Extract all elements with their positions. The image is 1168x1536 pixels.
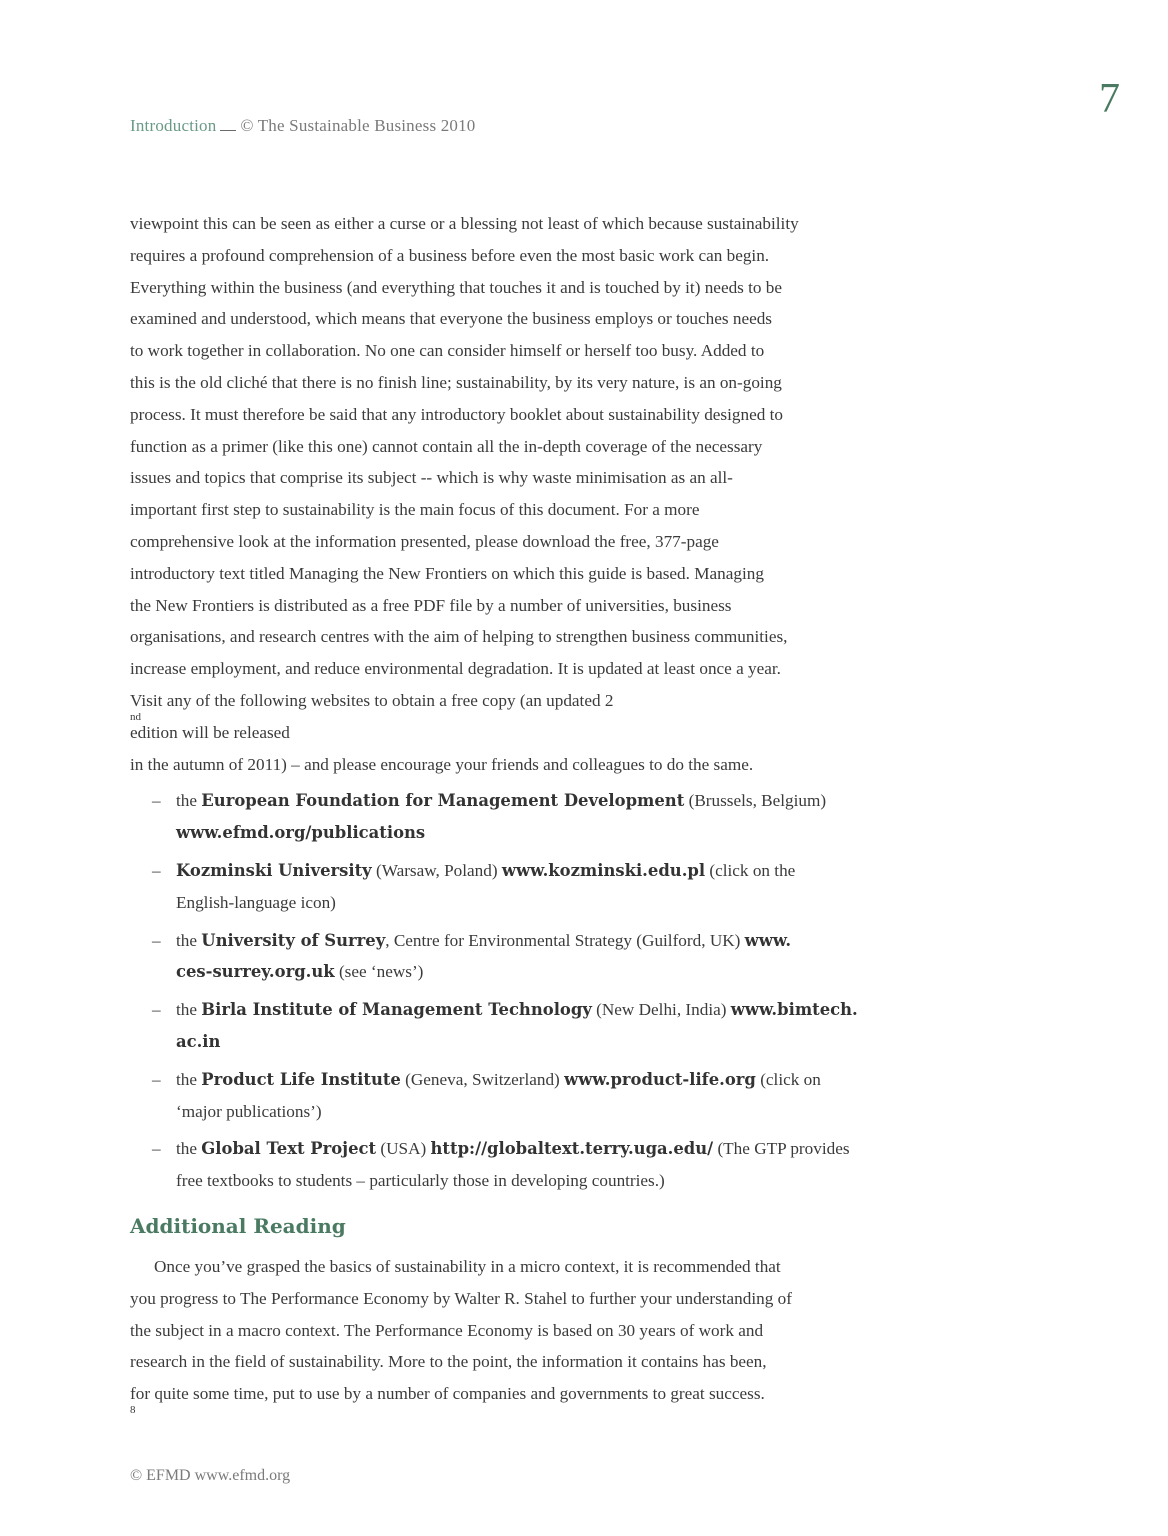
text-line: for quite some time, put to use by a number of companies and governments to great success. 8: [130, 1378, 882, 1410]
text-line: increase employment, and reduce environmental degradation. It is updated at least once a year.: [130, 659, 781, 679]
text-line: comprehensive look at the information presented, please download the free, 377-page: [130, 531, 719, 551]
text-line: Visit any of the following websites to obtain a free copy (an updated 2 nd edition will be released: [130, 685, 882, 749]
text-fragment: (see ‘news’): [334, 962, 424, 982]
org-name: Product Life Institute: [201, 1069, 401, 1089]
section-title: Introduction: [130, 116, 217, 135]
text-line: function as a primer (like this one) cannot contain all the in-depth coverage of the necessary: [130, 436, 763, 456]
list-item: [130, 1133, 882, 1197]
text-fragment: the: [176, 930, 202, 950]
text-line: [176, 1133, 882, 1165]
list-item: [130, 855, 882, 919]
header-copyright: © The Sustainable Business 2010: [240, 116, 476, 135]
org-name: Global Text Project: [201, 1139, 377, 1159]
text-fragment: for quite some time, put to use by a number of companies and governments to great success.: [130, 1384, 765, 1404]
text-line: the subject in a macro context. The Performance Economy is based on 30 years of work and: [130, 1320, 764, 1340]
running-header: [130, 116, 476, 136]
text-line: requires a profound comprehension of a business before even the most basic work can begin.: [130, 245, 770, 265]
website-link[interactable]: www.product-life.org: [564, 1069, 756, 1089]
list-item: [130, 1064, 882, 1128]
list-dash: –: [152, 1139, 161, 1159]
text-line: Once you’ve grasped the basics of sustainability in a micro context, it is recommended that: [154, 1256, 781, 1276]
website-link[interactable]: http://globaltext.terry.uga.edu/: [430, 1139, 714, 1159]
text-line: [176, 785, 882, 817]
text-line: research in the field of sustainability. More to the point, the information it contains has been,: [130, 1352, 767, 1372]
text-line: examined and understood, which means that everyone the business employs or touches needs: [130, 309, 772, 329]
text-line: introductory text titled Managing the New Frontiers on which this guide is based. Managing: [130, 563, 764, 583]
text-line: [176, 855, 882, 887]
text-line: [176, 994, 882, 1026]
text-line: important first step to sustainability is the main focus of this document. For a more: [130, 500, 700, 520]
org-location: (Geneva, Switzerland): [400, 1069, 565, 1089]
text-line: English-language icon): [176, 892, 336, 912]
text-line: process. It must therefore be said that any introductory booklet about sustainability designed to: [130, 404, 783, 424]
text-line: in the autumn of 2011) – and please encourage your friends and colleagues to do the same.: [130, 754, 754, 774]
list-dash: –: [152, 860, 161, 880]
text-line: [176, 1026, 882, 1058]
text-line: you progress to The Performance Economy by Walter R. Stahel to further your understanding of: [130, 1288, 792, 1308]
text-fragment: (The GTP provides: [713, 1139, 850, 1159]
text-line: ‘major publications’): [176, 1101, 322, 1121]
website-list: [130, 785, 882, 1197]
text-line: to work together in collaboration. No one can consider himself or herself too busy. Added to: [130, 341, 765, 361]
text-fragment: Visit any of the following websites to obtain a free copy (an updated 2: [130, 690, 614, 710]
text-line: [176, 1064, 882, 1096]
org-location: , Centre for Environmental Strategy (Guilford, UK): [385, 930, 745, 950]
list-dash: –: [152, 791, 161, 811]
text-line: [176, 925, 882, 957]
intro-paragraph: [130, 208, 882, 780]
org-location: (Brussels, Belgium): [684, 791, 827, 811]
text-line: [176, 817, 882, 849]
text-line: the New Frontiers is distributed as a free PDF file by a number of universities, business: [130, 595, 732, 615]
website-link[interactable]: www.bimtech.: [730, 1000, 858, 1020]
section-heading: Additional Reading: [130, 1213, 346, 1238]
org-location: (New Delhi, India): [591, 1000, 731, 1020]
list-dash: –: [152, 1069, 161, 1089]
text-line: free textbooks to students – particularly those in developing countries.): [176, 1171, 665, 1191]
list-item: [130, 925, 882, 989]
org-name: European Foundation for Management Development: [201, 791, 685, 811]
org-name: Birla Institute of Management Technology: [201, 1000, 592, 1020]
text-fragment: (click on the: [705, 860, 796, 880]
website-link[interactable]: www.efmd.org/publications: [176, 823, 426, 843]
text-fragment: the: [176, 1000, 202, 1020]
text-fragment: (click on: [755, 1069, 821, 1089]
text-line: Everything within the business (and everything that touches it and is touched by it) needs to be: [130, 277, 783, 297]
org-name: Kozminski University: [176, 860, 372, 880]
page-number: 7: [1099, 76, 1120, 122]
text-line: issues and topics that comprise its subject -- which is why waste minimisation as an all-: [130, 468, 733, 488]
header-rule: [220, 130, 236, 131]
website-link[interactable]: www.: [744, 930, 792, 950]
text-fragment: the: [176, 1139, 202, 1159]
additional-reading-paragraph: [130, 1251, 882, 1416]
list-item: [130, 785, 882, 849]
list-dash: –: [152, 1000, 161, 1020]
website-link[interactable]: ces-surrey.org.uk: [176, 962, 335, 982]
page-footer: © EFMD www.efmd.org: [130, 1467, 291, 1484]
text-line: organisations, and research centres with the aim of helping to strengthen business communities,: [130, 627, 788, 647]
body-text: [130, 208, 882, 1416]
website-link[interactable]: ac.in: [176, 1031, 221, 1051]
org-location: (USA): [376, 1139, 431, 1159]
website-link[interactable]: www.kozminski.edu.pl: [501, 860, 706, 880]
list-dash: –: [152, 930, 161, 950]
text-line: this is the old cliché that there is no finish line; sustainability, by its very nature, is an on-going: [130, 372, 782, 392]
org-location: (Warsaw, Poland): [371, 860, 502, 880]
text-line: viewpoint this can be seen as either a curse or a blessing not least of which because sustainability: [130, 214, 799, 233]
text-fragment: the: [176, 791, 202, 811]
text-fragment: the: [176, 1069, 202, 1089]
text-line: [176, 956, 882, 988]
org-name: University of Surrey: [201, 930, 386, 950]
text-fragment: edition will be released: [130, 722, 290, 742]
list-item: [130, 994, 882, 1058]
